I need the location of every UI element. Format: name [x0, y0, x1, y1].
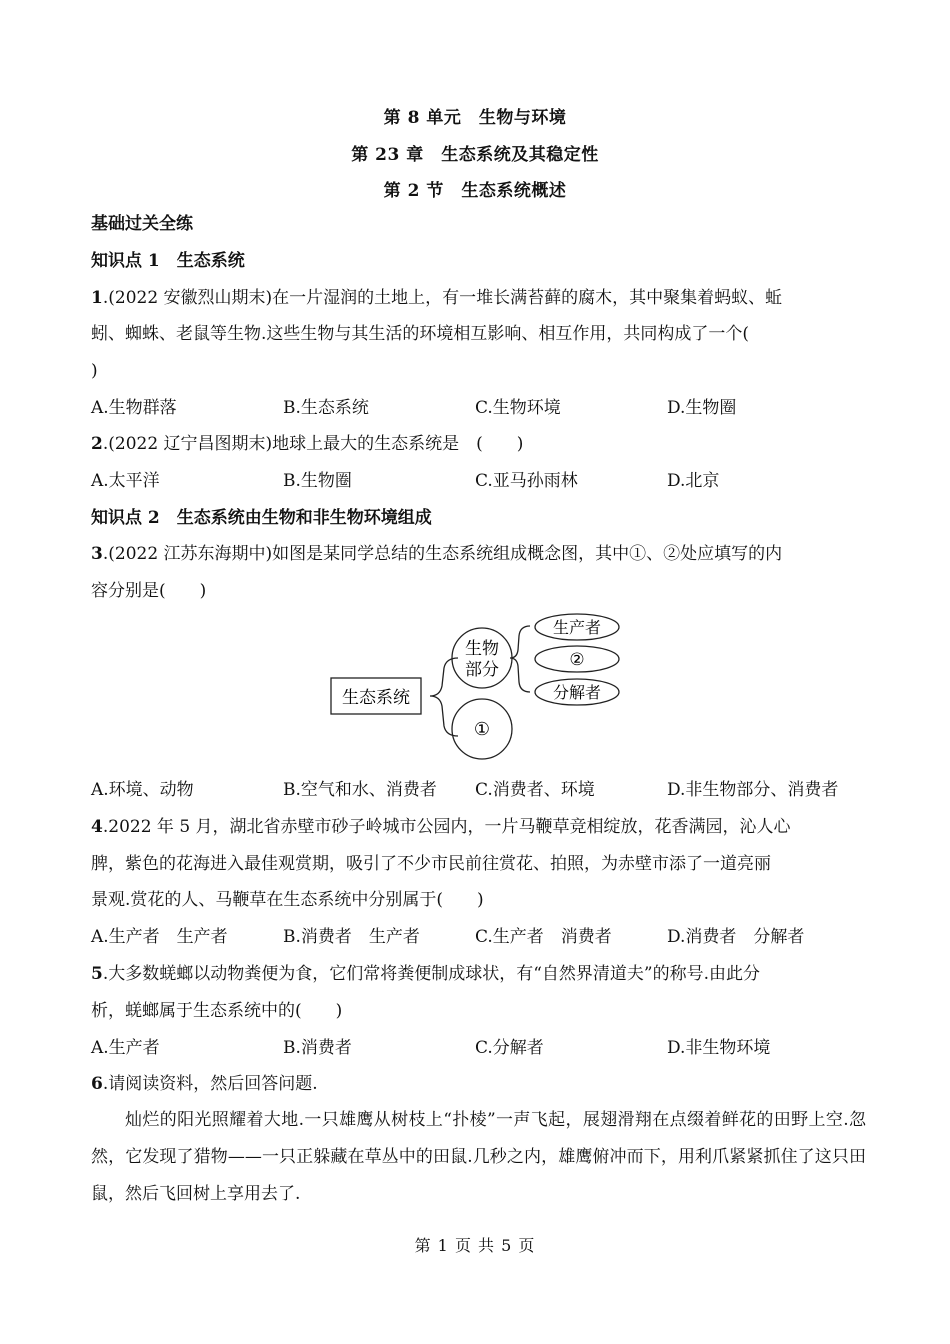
question-1-line-2: 蚓、蜘蛛、老鼠等生物.这些生物与其生活的环境相互影响、相互作用，共同构成了一个( [91, 324, 750, 344]
question-number: 2 [91, 434, 103, 454]
chapter-title: 第 23 章 生态系统及其稳定性 [351, 145, 599, 165]
practice-heading: 基础过关全练 [91, 214, 193, 234]
q5-option-d: D.非生物环境 [667, 1038, 771, 1058]
question-text: .大多数蜣螂以动物粪便为食，它们常将粪便制成球状，有“自然界清道夫”的称号.由此分 [102, 964, 761, 984]
question-text: .(2022 江苏东海期中)如图是某同学总结的生态系统组成概念图，其中①、②处应填写的内 [102, 544, 783, 564]
q5-option-a: A.生产者 [91, 1038, 160, 1058]
root-label: 生态系统 [342, 688, 410, 708]
bio-label-line-1: 生物 [465, 639, 499, 659]
question-1-line-1 [91, 286, 866, 310]
q5-option-c: C.分解者 [475, 1038, 544, 1058]
question-number: 3 [91, 544, 103, 564]
question-text: .2022 年 5 月，湖北省赤壁市砂子岭城市公园内，一片马鞭草竞相绽放，花香满园，沁人心 [102, 817, 791, 837]
question-number: 1 [91, 288, 103, 308]
question-4-line-1 [91, 815, 866, 839]
q1-option-a: A.生物群落 [91, 398, 177, 418]
q5-option-b: B.消费者 [283, 1038, 352, 1058]
q2-option-d: D.北京 [667, 471, 720, 491]
q4-option-d: D.消费者 分解者 [667, 927, 805, 947]
q3-option-c: C.消费者、环境 [475, 780, 595, 800]
unit-title: 第 8 单元 生物与环境 [383, 108, 567, 128]
bio-label-line-2: 部分 [465, 660, 499, 680]
blank-2-label: ② [569, 650, 585, 670]
q1-option-b: B.生态系统 [283, 398, 369, 418]
q3-option-a: A.环境、动物 [91, 780, 194, 800]
question-3-line-2: 容分别是( ) [91, 581, 207, 601]
section-title: 第 2 节 生态系统概述 [383, 181, 567, 201]
producer-label: 生产者 [552, 618, 602, 637]
q3-option-b: B.空气和水、消费者 [283, 780, 437, 800]
bio-brace [510, 626, 530, 692]
question-number: 4 [91, 817, 103, 837]
question-4-line-3: 景观.赏花的人、马鞭草在生态系统中分别属于( ) [91, 890, 484, 910]
question-4-line-2: 脾，紫色的花海进入最佳观赏期，吸引了不少市民前往赏花、拍照，为赤壁市添了一道亮丽 [91, 854, 771, 874]
reading-passage: 灿烂的阳光照耀着大地.一只雄鹰从树枝上“扑棱”一声飞起，展翅滑翔在点缀着鲜花的田野上空.忽然，它发现了猎物——一只正躲藏在草丛中的田鼠.几秒之内，雄鹰俯冲而下，用利爪紧紧抓住了这只田鼠，然后飞回树上享用去了. [91, 1110, 866, 1204]
q1-option-c: C.生物环境 [475, 398, 561, 418]
ecosystem-concept-diagram [320, 608, 630, 768]
knowledge-point-2: 知识点 2 生态系统由生物和非生物环境组成 [91, 508, 432, 528]
question-text: .请阅读资料，然后回答问题. [102, 1074, 318, 1094]
q4-option-c: C.生产者 消费者 [475, 927, 612, 947]
page-footer: 第 1 页 共 5 页 [414, 1236, 536, 1255]
q4-option-a: A.生产者 生产者 [91, 927, 228, 947]
q1-option-d: D.生物圈 [667, 398, 737, 418]
q2-option-b: B.生物圈 [283, 471, 352, 491]
question-6-line-1 [91, 1072, 866, 1096]
question-text: .(2022 辽宁昌图期末)地球上最大的生态系统是 ( ) [102, 434, 524, 454]
question-5-line-1 [91, 962, 866, 986]
knowledge-point-1: 知识点 1 生态系统 [91, 251, 245, 271]
question-number: 5 [91, 964, 103, 984]
q4-option-b: B.消费者 生产者 [283, 927, 420, 947]
q3-option-d: D.非生物部分、消费者 [667, 780, 839, 800]
question-number: 6 [91, 1074, 103, 1094]
blank-1-label: ① [473, 719, 491, 740]
question-1-line-3: ) [91, 361, 98, 381]
question-3-line-1 [91, 542, 866, 566]
q2-option-a: A.太平洋 [91, 471, 160, 491]
decomposer-label: 分解者 [552, 683, 602, 702]
question-5-line-2: 析，蜣螂属于生态系统中的( ) [91, 1001, 343, 1021]
q2-option-c: C.亚马孙雨林 [475, 471, 578, 491]
question-text: .(2022 安徽烈山期末)在一片湿润的土地上，有一堆长满苔藓的腐木，其中聚集着蚂蚁、蚯 [102, 288, 783, 308]
question-2-line-1 [91, 432, 866, 456]
